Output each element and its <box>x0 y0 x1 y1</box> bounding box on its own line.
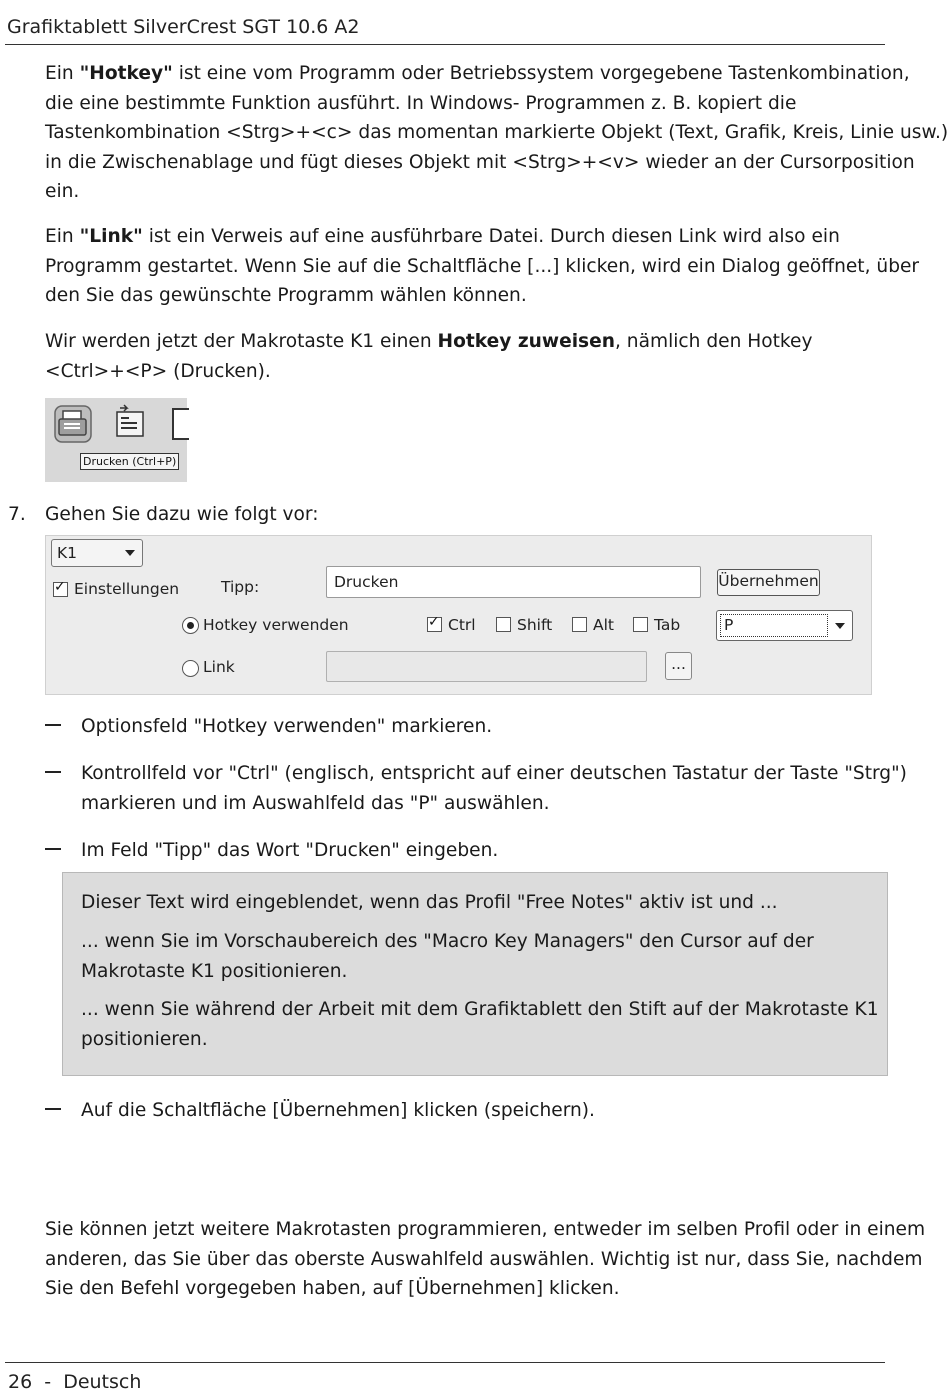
text-line: den Sie das gewünschte Programm wählen können. <box>45 285 527 306</box>
text-line: Sie können jetzt weitere Makrotasten programmieren, entweder im selben Profil oder in einem <box>45 1219 926 1240</box>
text-line: die eine bestimmte Funktion ausführt. In Windows- Programmen z. B. kopiert die <box>45 92 797 114</box>
tip-input[interactable] <box>326 566 701 598</box>
text-line: in die Zwischenablage und fügt dieses Objekt mit <Strg>+<v> wieder an der Cursorposition <box>45 151 915 173</box>
toolbar-tooltip: Drucken (Ctrl+P) <box>80 453 179 470</box>
note-text <box>81 995 879 1054</box>
paragraph-link <box>45 222 919 311</box>
macro-key-select-value: K1 <box>57 544 78 562</box>
tab-label: Tab <box>654 616 681 634</box>
page-footer: 26 - Deutsch <box>8 1371 142 1393</box>
bullet-text: Im Feld "Tipp" das Wort "Drucken" eingeben. <box>81 840 499 861</box>
ctrl-label: Ctrl <box>448 616 476 634</box>
link-input[interactable] <box>326 651 647 682</box>
text-line: ... wenn Sie während der Arbeit mit dem Grafiktablett den Stift auf der Makrotaste K1 <box>81 999 879 1020</box>
toolbar-screenshot <box>45 398 187 482</box>
text-line: <Ctrl>+<P> (Drucken). <box>45 360 271 382</box>
text: Wir werden jetzt der Makrotaste K1 einen <box>45 331 438 352</box>
text: , nämlich den Hotkey <box>614 331 813 352</box>
bullet-dash <box>45 1108 61 1110</box>
link-radio[interactable] <box>182 660 199 677</box>
note-box <box>62 872 888 1076</box>
tip-input-value: Drucken <box>334 573 399 591</box>
hotkey-radio-label: Hotkey verwenden <box>203 616 349 634</box>
text-line: markieren und im Auswahlfeld das "P" auswählen. <box>81 792 550 814</box>
paragraph-assign <box>45 327 812 386</box>
bullet-dash <box>45 771 61 773</box>
page-header-title: Grafiktablett SilverCrest SGT 10.6 A2 <box>7 16 360 38</box>
bullet-dash <box>45 848 61 850</box>
macro-key-dialog <box>45 535 872 695</box>
bullet-text <box>81 759 907 818</box>
shift-checkbox[interactable] <box>496 617 511 632</box>
text-line: anderen, das Sie über das oberste Auswahlfeld auswählen. Wichtig ist nur, dass Sie, nachdem <box>45 1248 923 1270</box>
step-number: 7. <box>8 504 26 525</box>
text-line: Sie den Befehl vorgegeben haben, auf [Übernehmen] klicken. <box>45 1278 620 1299</box>
hotkey-radio[interactable] <box>182 617 199 634</box>
text: Ein <box>45 63 80 84</box>
text: Ein <box>45 226 80 247</box>
term-link: "Link" <box>79 226 143 247</box>
footer-divider <box>5 1362 885 1363</box>
alt-checkbox[interactable] <box>572 617 587 632</box>
text-line: ein. <box>45 181 80 202</box>
tab-checkbox[interactable] <box>633 617 648 632</box>
chevron-down-icon <box>835 623 845 629</box>
toolbar-partial-icon <box>172 408 189 440</box>
settings-label: Einstellungen <box>74 580 180 598</box>
text-line: Makrotaste K1 positionieren. <box>81 960 348 982</box>
header-divider <box>5 44 885 45</box>
text-line: Kontrollfeld vor "Ctrl" (englisch, entspricht auf einer deutschen Tastatur der Taste "Strg") <box>81 763 907 784</box>
text-line: ... wenn Sie im Vorschaubereich des "Macro Key Managers" den Cursor auf der <box>81 931 814 952</box>
note-text: Dieser Text wird eingeblendet, wenn das Profil "Free Notes" aktiv ist und ... <box>81 892 778 913</box>
alt-label: Alt <box>593 616 614 634</box>
text: ist eine vom Programm oder Betriebssystem vorgegebene Tastenkombination, <box>172 63 910 84</box>
term-hotkey-assign: Hotkey zuweisen <box>437 331 615 352</box>
text-line: Programm gestartet. Wenn Sie auf die Schaltfläche [...] klicken, wird ein Dialog geöffnet, über <box>45 255 920 277</box>
key-select-value: P <box>720 614 828 637</box>
key-select[interactable] <box>716 610 853 641</box>
note-text <box>81 927 814 986</box>
bullet-text: Optionsfeld "Hotkey verwenden" markieren. <box>81 716 493 737</box>
browse-button[interactable]: ... <box>665 652 692 680</box>
paragraph-closing <box>45 1215 925 1304</box>
ctrl-checkbox[interactable] <box>427 617 442 632</box>
page-setup-icon[interactable] <box>111 404 147 440</box>
text-line: positionieren. <box>81 1028 208 1050</box>
bullet-dash <box>45 724 61 726</box>
step-text: Gehen Sie dazu wie folgt vor: <box>45 504 319 525</box>
text-line: Tastenkombination <Strg>+<c> das momentan markierte Objekt (Text, Grafik, Kreis, Linie usw.) <box>45 122 949 143</box>
macro-key-select[interactable] <box>51 539 143 567</box>
bullet-text: Auf die Schaltfläche [Übernehmen] klicken (speichern). <box>81 1100 595 1121</box>
tip-label: Tipp: <box>221 578 260 596</box>
text: ist ein Verweis auf eine ausführbare Datei. Durch diesen Link wird also ein <box>142 226 840 247</box>
chevron-down-icon <box>125 550 135 556</box>
term-hotkey: "Hotkey" <box>79 63 173 84</box>
paragraph-hotkey <box>45 59 948 207</box>
shift-label: Shift <box>517 616 553 634</box>
printer-icon[interactable] <box>53 404 89 440</box>
link-radio-label: Link <box>203 658 235 676</box>
apply-button[interactable]: Übernehmen <box>717 569 820 596</box>
settings-checkbox[interactable] <box>53 582 68 597</box>
